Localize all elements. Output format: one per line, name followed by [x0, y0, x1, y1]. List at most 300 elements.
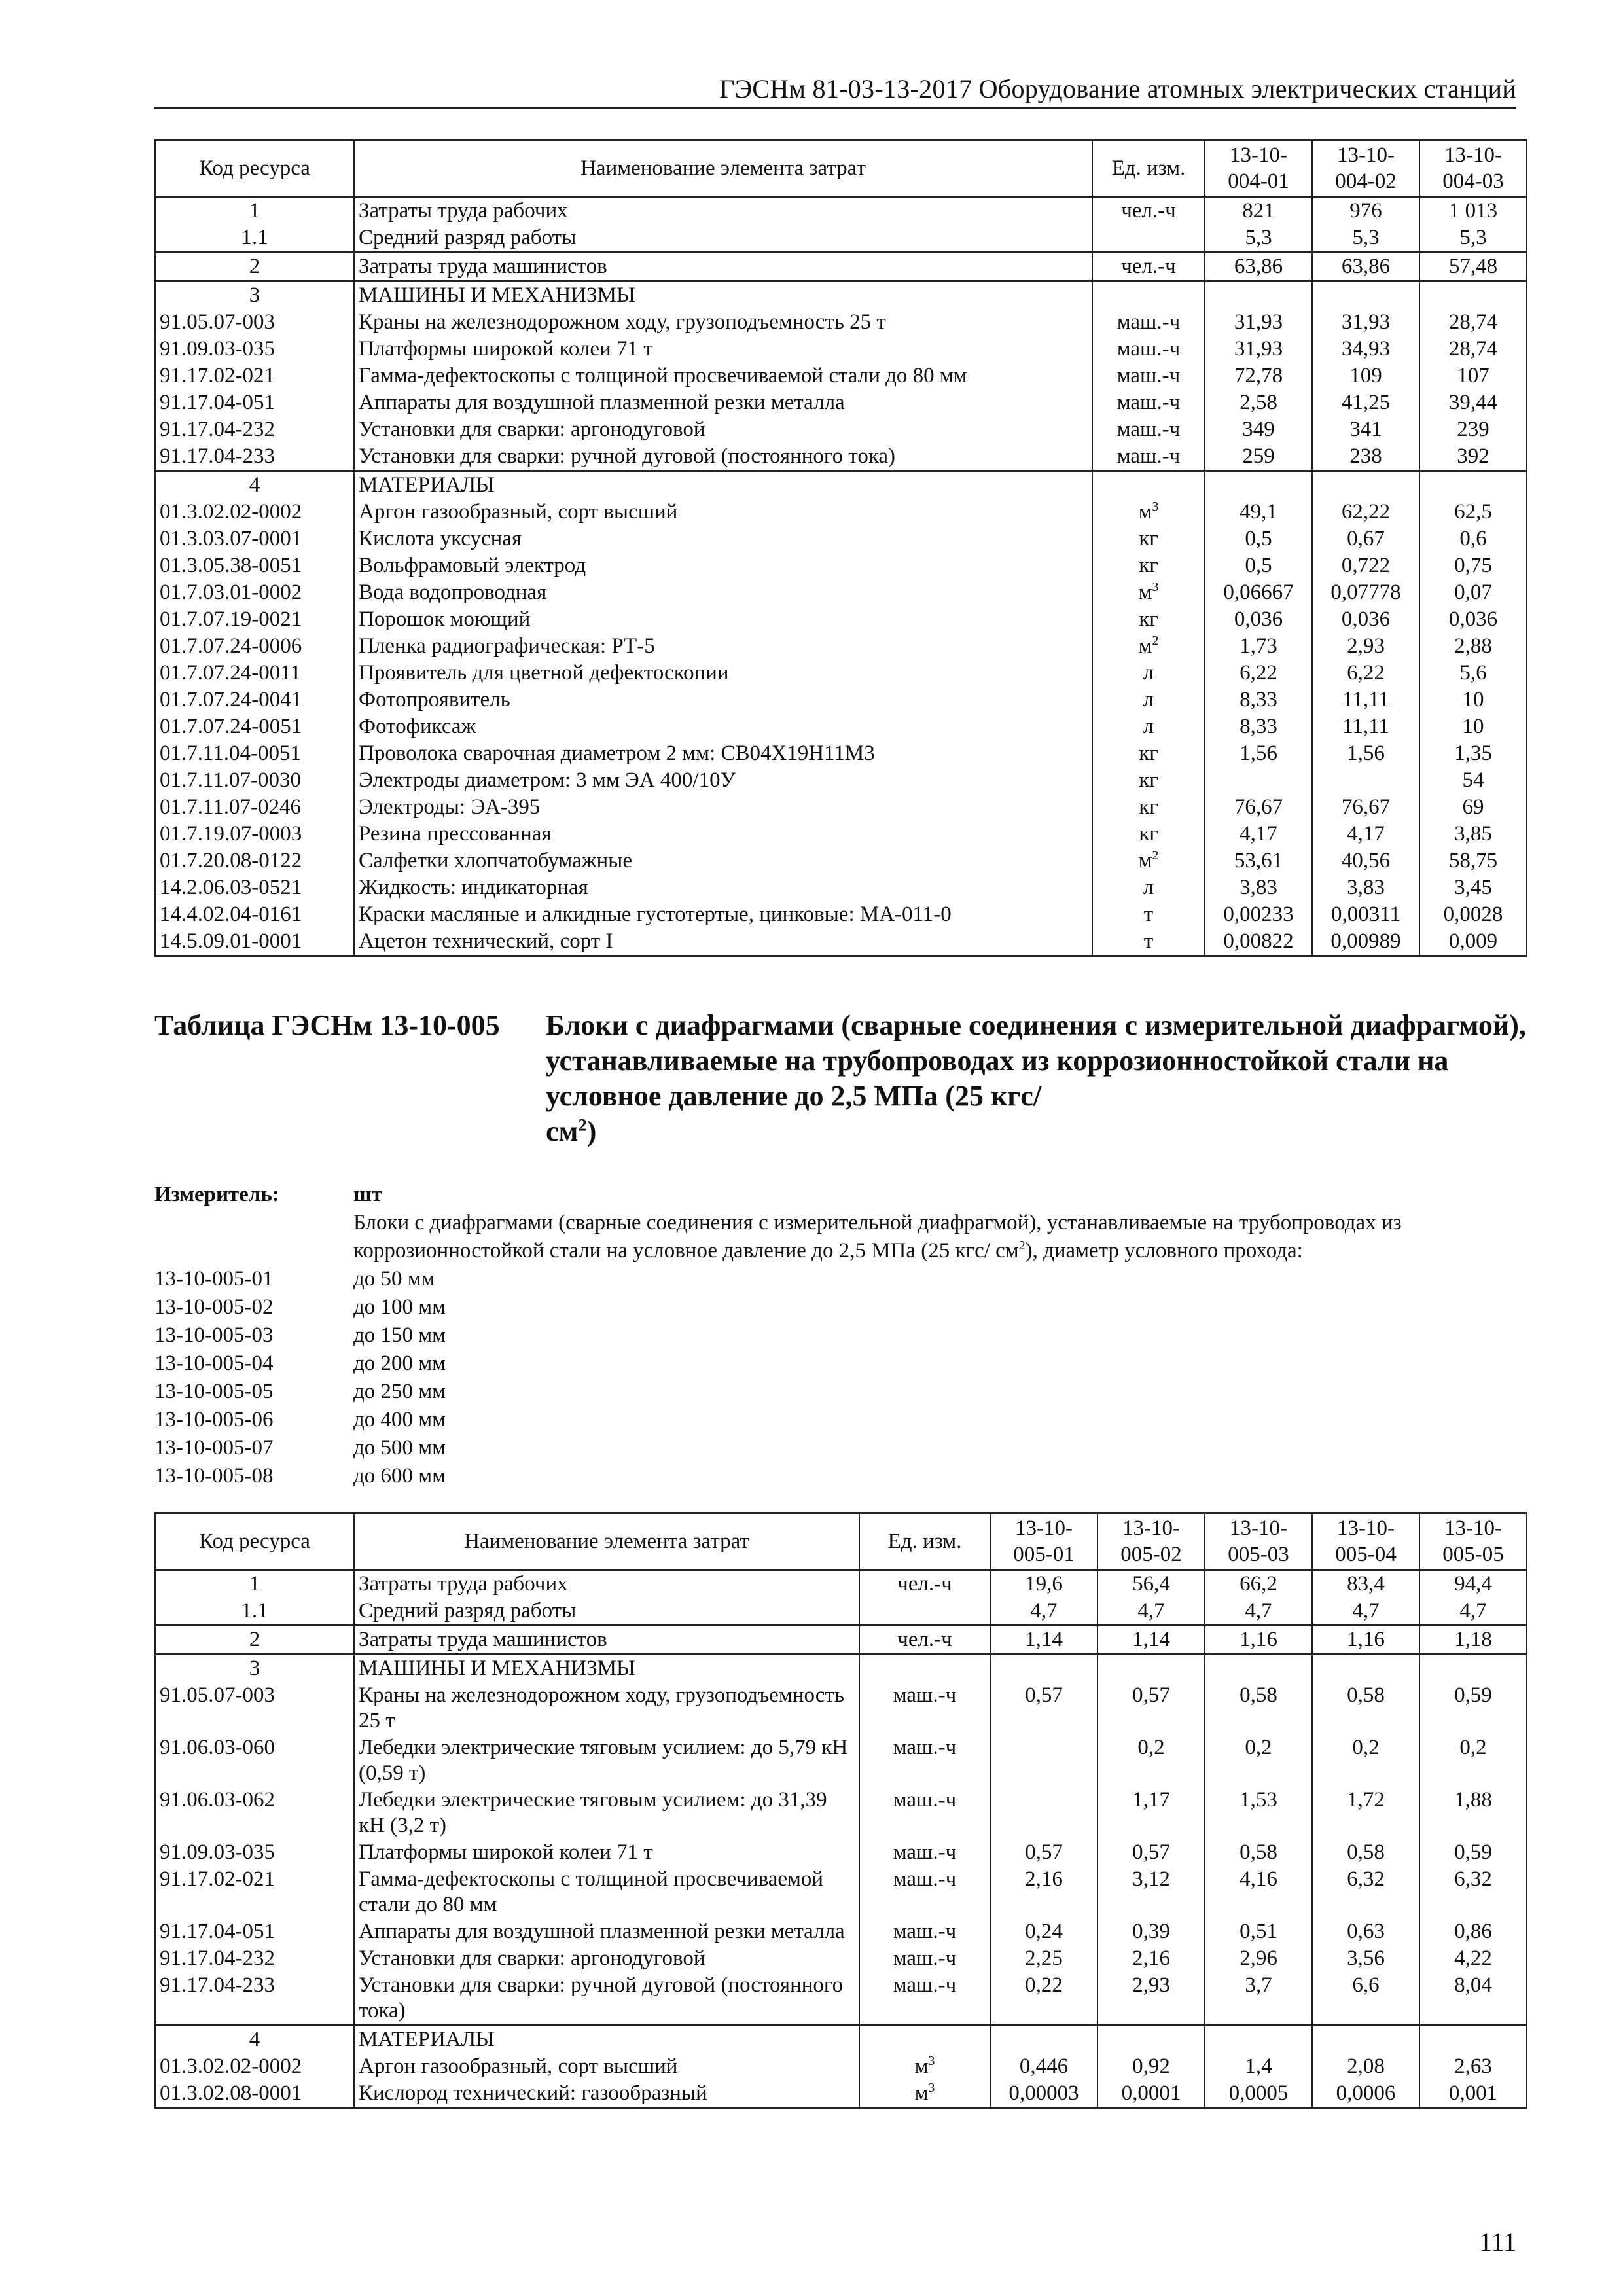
norm-value: 976: [1312, 197, 1419, 225]
norm-value: 0,57: [1097, 1682, 1205, 1734]
measure-item-text: до 50 мм: [353, 1267, 435, 1291]
norm-value: 1,14: [990, 1626, 1097, 1655]
norm-value: [990, 2026, 1097, 2054]
column-header: Наименование элемента затрат: [354, 140, 1092, 197]
norm-value: 56,4: [1097, 1570, 1205, 1598]
table-row: [155, 740, 1527, 767]
resource-code: 01.7.19.07-0003: [155, 821, 354, 848]
unit-cell: маш.-ч: [1092, 443, 1205, 471]
table-row: [155, 660, 1527, 687]
resource-name: Средний разряд работы: [354, 224, 1092, 253]
resource-name: Краны на железнодорожном ходу, грузоподъемность 25 т: [354, 309, 1092, 336]
norm-value: 94,4: [1419, 1570, 1527, 1598]
norm-value: 0,07778: [1312, 579, 1419, 606]
measure-item: [154, 1406, 1529, 1434]
table-row: [155, 336, 1527, 363]
resource-code: 01.3.05.38-0051: [155, 552, 354, 579]
resource-code: 91.17.04-051: [155, 389, 354, 416]
table-row: [155, 253, 1527, 281]
measure-item-code: 13-10-005-08: [154, 1464, 274, 1488]
measure-item: [154, 1265, 1529, 1293]
table-row: [155, 874, 1527, 901]
unit-cell: кг: [1092, 740, 1205, 767]
norm-value: 11,11: [1312, 713, 1419, 740]
resource-code: 14.5.09.01-0001: [155, 928, 354, 956]
resource-code: 91.06.03-062: [155, 1787, 354, 1839]
norm-value: 8,04: [1419, 1972, 1527, 2026]
table-row: [155, 1598, 1527, 1626]
table-row: [155, 687, 1527, 713]
resource-name: Гамма-дефектоскопы с толщиной просвечиваемой стали до 80 мм: [354, 1866, 859, 1918]
norm-value: 0,036: [1205, 606, 1312, 633]
norm-value: 3,12: [1097, 1866, 1205, 1918]
norm-value: 0,92: [1097, 2053, 1205, 2080]
resource-name: Вольфрамовый электрод: [354, 552, 1092, 579]
table-row: [155, 416, 1527, 443]
resource-name: МАШИНЫ И МЕХАНИЗМЫ: [354, 281, 1092, 310]
table-row: [155, 821, 1527, 848]
norm-value: 0,00989: [1312, 928, 1419, 956]
table-row: [155, 443, 1527, 471]
norm-value: 0,58: [1312, 1682, 1419, 1734]
measure-item-code: 13-10-005-04: [154, 1352, 274, 1375]
resource-name: Порошок моющий: [354, 606, 1092, 633]
resource-name: Лебедки электрические тяговым усилием: до 5,79 кН (0,59 т): [354, 1734, 859, 1787]
norm-value: 4,17: [1312, 821, 1419, 848]
resource-name: Затраты труда рабочих: [354, 197, 1092, 225]
norm-value: [1312, 1655, 1419, 1683]
measure-item-code: 13-10-005-03: [154, 1323, 274, 1347]
unit-cell: маш.-ч: [859, 1682, 990, 1734]
resource-name: Гамма-дефектоскопы с толщиной просвечиваемой стали до 80 мм: [354, 363, 1092, 389]
norm-value: 3,83: [1312, 874, 1419, 901]
norm-value: 392: [1419, 443, 1527, 471]
norm-value: 1,17: [1097, 1787, 1205, 1839]
resource-name: Пленка радиографическая: РТ-5: [354, 633, 1092, 660]
norm-value: 0,58: [1205, 1682, 1312, 1734]
resource-name: Затраты труда машинистов: [354, 1626, 859, 1655]
norm-value: 1,88: [1419, 1787, 1527, 1839]
resource-code: 14.2.06.03-0521: [155, 874, 354, 901]
unit-cell: кг: [1092, 526, 1205, 552]
norm-value: 0,722: [1312, 552, 1419, 579]
norm-value: 76,67: [1205, 794, 1312, 821]
norm-value: 0,51: [1205, 1918, 1312, 1945]
unit-cell: маш.-ч: [859, 1839, 990, 1866]
norm-value: 0,001: [1419, 2080, 1527, 2108]
column-header: Ед. изм.: [1092, 140, 1205, 197]
table-code: Таблица ГЭСНм 13-10-005: [154, 1009, 500, 1041]
resource-code: 01.7.07.19-0021: [155, 606, 354, 633]
norm-value: 34,93: [1312, 336, 1419, 363]
norm-value: 4,7: [990, 1598, 1097, 1626]
norm-value: 0,2: [1312, 1734, 1419, 1787]
column-header: Код ресурса: [155, 140, 354, 197]
norm-value: 0,39: [1097, 1918, 1205, 1945]
table-row: [155, 1866, 1527, 1918]
unit-cell: кг: [1092, 794, 1205, 821]
resource-name: Установки для сварки: аргонодуговой: [354, 1945, 859, 1972]
resource-name: Установки для сварки: ручной дуговой (постоянного тока): [354, 443, 1092, 471]
norm-value: 109: [1312, 363, 1419, 389]
table-row: [155, 1787, 1527, 1839]
table-header-row: [155, 140, 1527, 197]
resource-name: Краны на железнодорожном ходу, грузоподъемность 25 т: [354, 1682, 859, 1734]
table-row: [155, 1570, 1527, 1598]
norm-value: 1 013: [1419, 197, 1527, 225]
unit-cell: кг: [1092, 552, 1205, 579]
norm-value: 0,036: [1419, 606, 1527, 633]
norm-value: 4,7: [1312, 1598, 1419, 1626]
norm-value: 10: [1419, 713, 1527, 740]
resource-name: Кислород технический: газообразный: [354, 2080, 859, 2108]
norm-value: 49,1: [1205, 499, 1312, 526]
norm-value: 821: [1205, 197, 1312, 225]
resource-code: 01.7.07.24-0011: [155, 660, 354, 687]
resource-name: Краски масляные и алкидные густотертые, цинковые: МА-011-0: [354, 901, 1092, 928]
norm-value: 0,58: [1205, 1839, 1312, 1866]
norm-value: 5,3: [1419, 224, 1527, 253]
norm-value: [1097, 2026, 1205, 2054]
resource-code: 91.17.02-021: [155, 1866, 354, 1918]
resource-code: 2: [155, 253, 354, 281]
measure-row: [154, 1181, 1529, 1209]
column-header-code: 13-10- 004-01: [1205, 140, 1312, 197]
resource-code: 2: [155, 1626, 354, 1655]
measure-unit: шт: [353, 1183, 383, 1206]
resource-name: Вода водопроводная: [354, 579, 1092, 606]
norm-value: 31,93: [1205, 309, 1312, 336]
norm-value: 0,63: [1312, 1918, 1419, 1945]
header-rule: [154, 107, 1516, 109]
resource-code: 91.06.03-060: [155, 1734, 354, 1787]
norm-value: 0,446: [990, 2053, 1097, 2080]
norm-value: 238: [1312, 443, 1419, 471]
measure-item-text: до 400 мм: [353, 1408, 446, 1431]
resource-code: 1: [155, 197, 354, 225]
unit-cell: маш.-ч: [1092, 336, 1205, 363]
unit-cell: маш.-ч: [859, 1972, 990, 2026]
resource-code: 01.7.07.24-0006: [155, 633, 354, 660]
resource-name: Резина прессованная: [354, 821, 1092, 848]
norm-value: 1,4: [1205, 2053, 1312, 2080]
norm-value: 0,59: [1419, 1682, 1527, 1734]
table-row: [155, 713, 1527, 740]
norm-value: 107: [1419, 363, 1527, 389]
norm-value: 39,44: [1419, 389, 1527, 416]
norm-value: 259: [1205, 443, 1312, 471]
unit-cell: л: [1092, 874, 1205, 901]
resource-name: Платформы широкой колеи 71 т: [354, 336, 1092, 363]
norm-value: 83,4: [1312, 1570, 1419, 1598]
norm-value: 0,2: [1419, 1734, 1527, 1787]
table-header-row: [155, 1513, 1527, 1570]
unit-cell: чел.-ч: [1092, 253, 1205, 281]
resource-code: 01.3.02.02-0002: [155, 2053, 354, 2080]
norm-value: 4,16: [1205, 1866, 1312, 1918]
norm-value: 2,16: [990, 1866, 1097, 1918]
resource-name: Аргон газообразный, сорт высший: [354, 499, 1092, 526]
norm-value: 0,07: [1419, 579, 1527, 606]
resource-name: Проволока сварочная диаметром 2 мм: СВ04Х19Н11М3: [354, 740, 1092, 767]
norm-value: 2,25: [990, 1945, 1097, 1972]
norm-value: 66,2: [1205, 1570, 1312, 1598]
norm-value: 0,5: [1205, 526, 1312, 552]
table-row: [155, 2053, 1527, 2080]
unit-cell: кг: [1092, 767, 1205, 794]
norm-value: 0,00311: [1312, 901, 1419, 928]
measure-item-list: [154, 1265, 1529, 1490]
table-row: [155, 389, 1527, 416]
resource-name: Проявитель для цветной дефектоскопии: [354, 660, 1092, 687]
measure-item-code: 13-10-005-02: [154, 1295, 274, 1319]
resource-code: 01.3.02.02-0002: [155, 499, 354, 526]
norm-value: 1,56: [1312, 740, 1419, 767]
norm-value: 6,22: [1205, 660, 1312, 687]
norm-value: [990, 1655, 1097, 1683]
norm-value: 0,2: [1205, 1734, 1312, 1787]
resource-code: 3: [155, 1655, 354, 1683]
resource-name: МАТЕРИАЛЫ: [354, 471, 1092, 499]
unit-cell: чел.-ч: [859, 1626, 990, 1655]
table-row: [155, 901, 1527, 928]
unit-cell: маш.-ч: [859, 1918, 990, 1945]
column-header: Код ресурса: [155, 1513, 354, 1570]
norm-value: 40,56: [1312, 848, 1419, 874]
norm-value: 0,2: [1097, 1734, 1205, 1787]
unit-cell: маш.-ч: [1092, 389, 1205, 416]
norm-value: 341: [1312, 416, 1419, 443]
norm-value: 53,61: [1205, 848, 1312, 874]
resource-code: 01.3.03.07-0001: [155, 526, 354, 552]
column-header-code: 13-10- 005-02: [1097, 1513, 1205, 1570]
norm-value: 2,16: [1097, 1945, 1205, 1972]
table-row: [155, 309, 1527, 336]
resource-name: Аппараты для воздушной плазменной резки металла: [354, 1918, 859, 1945]
norm-value: 0,0005: [1205, 2080, 1312, 2108]
norm-value: [1419, 1655, 1527, 1683]
resource-name: Жидкость: индикаторная: [354, 874, 1092, 901]
measure-item-text: до 200 мм: [353, 1352, 446, 1375]
unit-cell: т: [1092, 928, 1205, 956]
running-header: ГЭСНм 81-03-13-2017 Оборудование атомных электрических станций: [719, 74, 1516, 103]
norm-value: [1419, 2026, 1527, 2054]
norm-value: 28,74: [1419, 336, 1527, 363]
norm-value: 3,83: [1205, 874, 1312, 901]
norm-value: 3,45: [1419, 874, 1527, 901]
resource-code: 14.4.02.04-0161: [155, 901, 354, 928]
norm-value: 57,48: [1419, 253, 1527, 281]
resource-code: 1.1: [155, 1598, 354, 1626]
unit-cell: маш.-ч: [1092, 309, 1205, 336]
norm-value: 63,86: [1205, 253, 1312, 281]
resource-code: 01.7.11.04-0051: [155, 740, 354, 767]
column-header-code: 13-10- 005-03: [1205, 1513, 1312, 1570]
table-row: [155, 526, 1527, 552]
norm-value: [1312, 471, 1419, 499]
norm-value: [1205, 767, 1312, 794]
unit-cell: маш.-ч: [859, 1945, 990, 1972]
resource-table-13-10-004: [154, 139, 1527, 957]
norm-value: 54: [1419, 767, 1527, 794]
unit-cell: маш.-ч: [859, 1734, 990, 1787]
resource-code: 1.1: [155, 224, 354, 253]
norm-value: 41,25: [1312, 389, 1419, 416]
unit-cell: чел.-ч: [859, 1570, 990, 1598]
norm-value: 5,6: [1419, 660, 1527, 687]
resource-name: Кислота уксусная: [354, 526, 1092, 552]
unit-cell: л: [1092, 713, 1205, 740]
resource-code: 91.17.04-232: [155, 1945, 354, 1972]
measure-item-text: до 250 мм: [353, 1380, 446, 1403]
unit-cell: т: [1092, 901, 1205, 928]
table-row: [155, 471, 1527, 499]
table-row: [155, 224, 1527, 253]
measure-item-code: 13-10-005-01: [154, 1267, 274, 1291]
table-row: [155, 2080, 1527, 2108]
norm-value: 2,96: [1205, 1945, 1312, 1972]
column-header-code: 13-10- 004-02: [1312, 140, 1419, 197]
resource-name: Установки для сварки: ручной дуговой (постоянного тока): [354, 1972, 859, 2026]
unit-cell: л: [1092, 660, 1205, 687]
norm-value: 1,53: [1205, 1787, 1312, 1839]
norm-value: 0,57: [990, 1682, 1097, 1734]
resource-code: 01.7.11.07-0246: [155, 794, 354, 821]
norm-value: 2,93: [1312, 633, 1419, 660]
resource-code: 3: [155, 281, 354, 310]
table-row: [155, 928, 1527, 956]
norm-value: 0,22: [990, 1972, 1097, 2026]
resource-name: МАТЕРИАЛЫ: [354, 2026, 859, 2054]
norm-value: 76,67: [1312, 794, 1419, 821]
unit-cell: [859, 2026, 990, 2054]
norm-value: 3,56: [1312, 1945, 1419, 1972]
table-row: [155, 363, 1527, 389]
norm-value: 1,56: [1205, 740, 1312, 767]
norm-value: 6,22: [1312, 660, 1419, 687]
norm-value: 4,7: [1097, 1598, 1205, 1626]
norm-value: 72,78: [1205, 363, 1312, 389]
resource-code: 1: [155, 1570, 354, 1598]
table-row: [155, 552, 1527, 579]
resource-code: 91.17.04-051: [155, 1918, 354, 1945]
resource-code: 91.17.04-232: [155, 416, 354, 443]
unit-cell: $м^2$: [1092, 848, 1205, 874]
resource-name: Фотофиксаж: [354, 713, 1092, 740]
resource-code: 91.17.02-021: [155, 363, 354, 389]
norm-value: 62,22: [1312, 499, 1419, 526]
measure-item: [154, 1434, 1529, 1462]
norm-value: 0,57: [990, 1839, 1097, 1866]
norm-value: [1312, 767, 1419, 794]
measure-description: Блоки с диафрагмами (сварные соединения с измерительной диафрагмой), устанавливаемые на трубопроводах из коррозионностойкой стали на условное давление до 2,5 МПа (25 кгс/ $см^2$), диаметр условного прохода:: [353, 1211, 1402, 1263]
resource-name: Электроды диаметром: 3 мм ЭА 400/10У: [354, 767, 1092, 794]
resource-code: 4: [155, 471, 354, 499]
norm-value: 0,036: [1312, 606, 1419, 633]
norm-value: 31,93: [1312, 309, 1419, 336]
norm-value: 0,57: [1097, 1839, 1205, 1866]
norm-value: 6,32: [1312, 1866, 1419, 1918]
table-row: [155, 1918, 1527, 1945]
table-row: [155, 1839, 1527, 1866]
norm-value: 0,24: [990, 1918, 1097, 1945]
norm-value: 1,73: [1205, 633, 1312, 660]
unit-cell: маш.-ч: [1092, 363, 1205, 389]
norm-value: 1,18: [1419, 1626, 1527, 1655]
table-row: [155, 197, 1527, 225]
norm-value: 239: [1419, 416, 1527, 443]
table-row: [155, 1682, 1527, 1734]
resource-code: 01.7.20.08-0122: [155, 848, 354, 874]
norm-value: 19,6: [990, 1570, 1097, 1598]
measure-item-code: 13-10-005-06: [154, 1408, 274, 1431]
table-row: [155, 1734, 1527, 1787]
norm-value: 69: [1419, 794, 1527, 821]
measure-item-code: 13-10-005-05: [154, 1380, 274, 1403]
norm-value: [1312, 2026, 1419, 2054]
norm-value: [1205, 2026, 1312, 2054]
table-row: [155, 794, 1527, 821]
norm-value: 5,3: [1205, 224, 1312, 253]
resource-code: 01.3.02.08-0001: [155, 2080, 354, 2108]
resource-code: 91.17.04-233: [155, 443, 354, 471]
norm-value: 4,7: [1419, 1598, 1527, 1626]
norm-value: 2,08: [1312, 2053, 1419, 2080]
norm-value: 0,06667: [1205, 579, 1312, 606]
norm-value: [1097, 1655, 1205, 1683]
unit-cell: маш.-ч: [859, 1866, 990, 1918]
resource-name: Ацетон технический, сорт I: [354, 928, 1092, 956]
unit-cell: маш.-ч: [1092, 416, 1205, 443]
norm-value: 4,17: [1205, 821, 1312, 848]
norm-value: 8,33: [1205, 713, 1312, 740]
measure-label: Измеритель:: [154, 1183, 279, 1206]
table-row: [155, 1626, 1527, 1655]
resource-name: МАШИНЫ И МЕХАНИЗМЫ: [354, 1655, 859, 1683]
table-row: [155, 1972, 1527, 2026]
resource-code: 91.09.03-035: [155, 336, 354, 363]
norm-value: [1205, 471, 1312, 499]
resource-name: Затраты труда рабочих: [354, 1570, 859, 1598]
measure-item-text: до 150 мм: [353, 1323, 446, 1347]
norm-value: 10: [1419, 687, 1527, 713]
unit-cell: [859, 1598, 990, 1626]
unit-cell: $м^3$: [1092, 499, 1205, 526]
resource-table-13-10-005: [154, 1512, 1527, 2109]
table-row: [155, 1945, 1527, 1972]
measure-item: [154, 1462, 1529, 1490]
table-row: [155, 499, 1527, 526]
norm-value: 0,67: [1312, 526, 1419, 552]
measure-item-text: до 100 мм: [353, 1295, 446, 1319]
column-header: Ед. изм.: [859, 1513, 990, 1570]
table-row: [155, 767, 1527, 794]
norm-value: 0,0028: [1419, 901, 1527, 928]
unit-cell: кг: [1092, 606, 1205, 633]
norm-value: 8,33: [1205, 687, 1312, 713]
table-row: [155, 281, 1527, 310]
unit-cell: маш.-ч: [859, 1787, 990, 1839]
norm-value: 62,5: [1419, 499, 1527, 526]
norm-value: 0,00233: [1205, 901, 1312, 928]
norm-value: 28,74: [1419, 309, 1527, 336]
resource-name: Платформы широкой колеи 71 т: [354, 1839, 859, 1866]
resource-code: 91.09.03-035: [155, 1839, 354, 1866]
table-row: [155, 2026, 1527, 2054]
norm-value: 0,00003: [990, 2080, 1097, 2108]
column-header-code: 13-10- 005-01: [990, 1513, 1097, 1570]
table-title: Блоки с диафрагмами (сварные соединения с измерительной диафрагмой), устанавливаемые на трубопроводах из коррозионностойкой стали на условное давление до 2,5 МПа (25 кгс/ $см^2$): [546, 1009, 1526, 1147]
